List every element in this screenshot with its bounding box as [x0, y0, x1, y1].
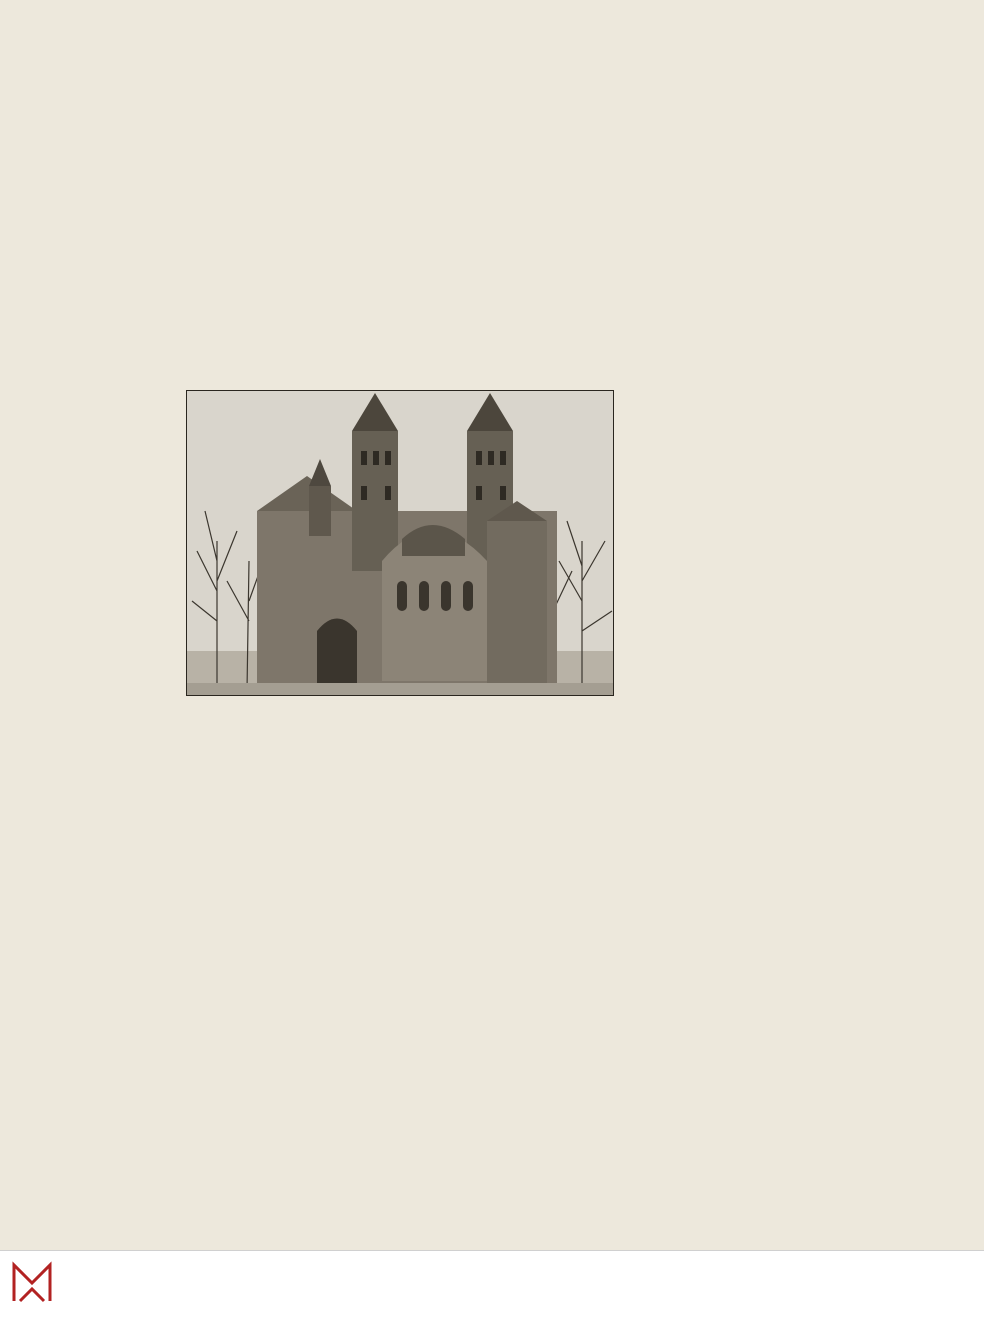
university-logo-icon: [10, 1261, 54, 1305]
church-photo: [186, 390, 614, 696]
church-illustration: [187, 391, 614, 696]
footer-bar: [0, 1250, 984, 1319]
